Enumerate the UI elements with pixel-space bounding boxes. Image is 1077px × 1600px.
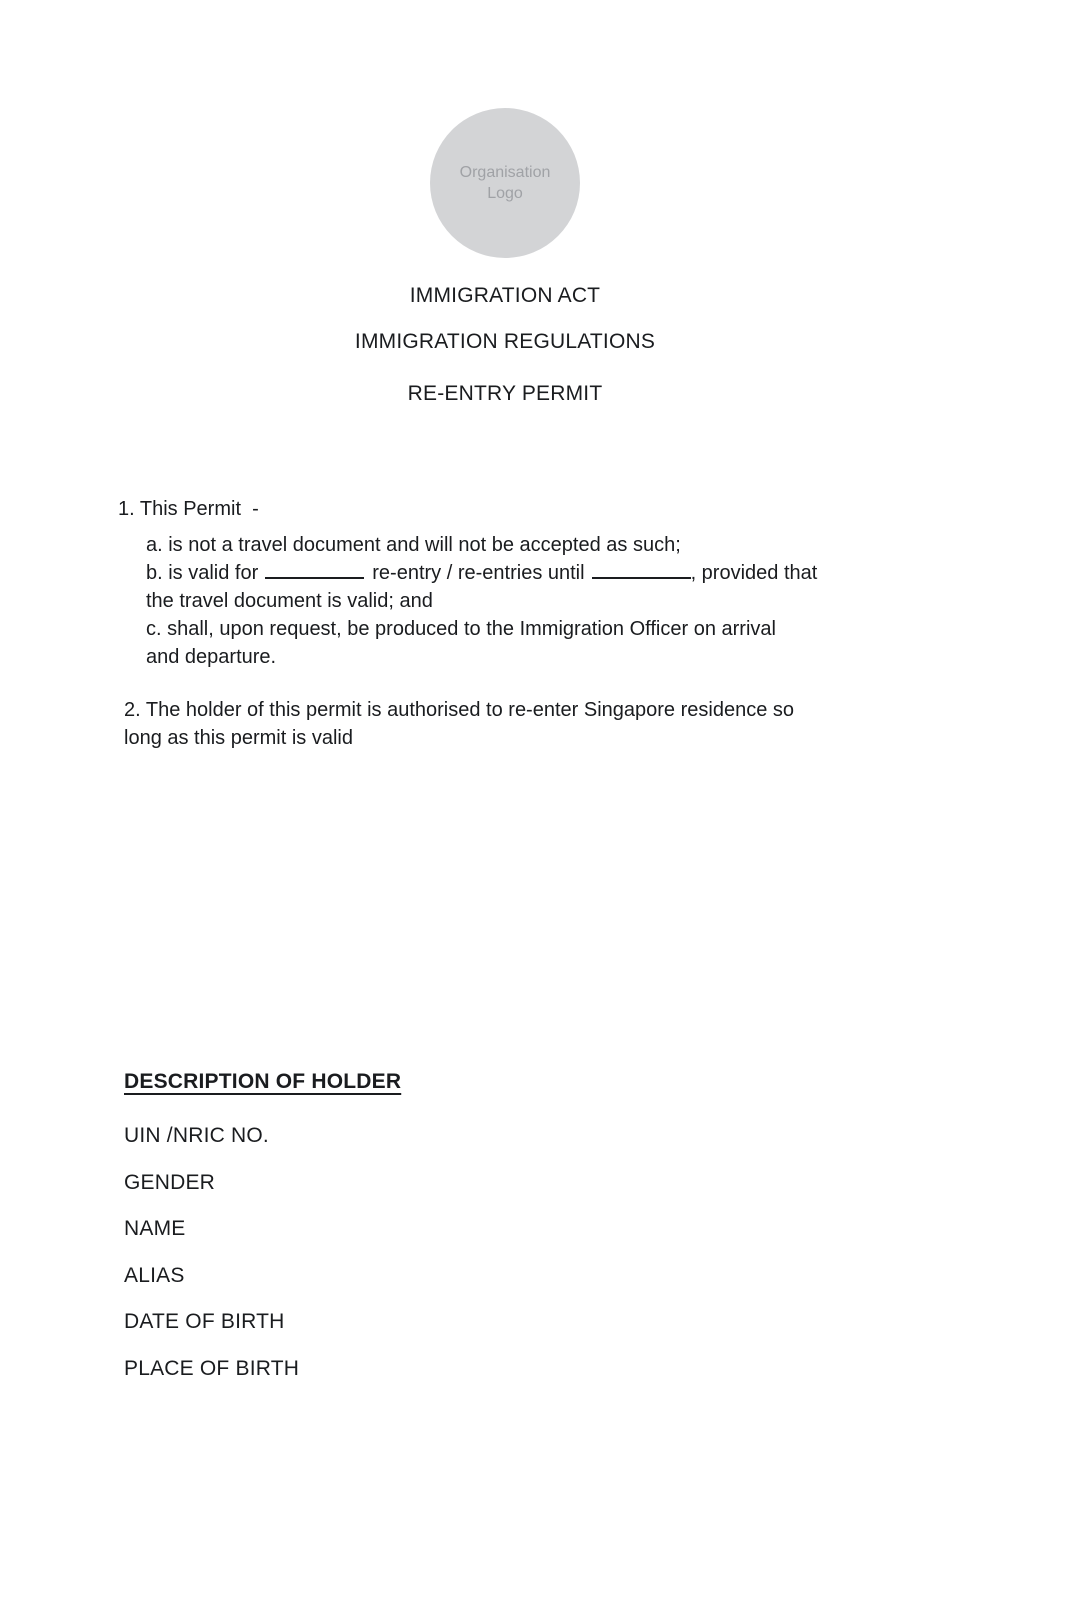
clause-1c-line1: c. shall, upon request, be produced to the Immigration Officer on arrival [146,618,776,640]
blank-line-reentries [265,561,364,579]
logo-text-line1: Organisation [459,164,551,181]
clause-1c-line2: and departure. [146,646,277,668]
label-alias: ALIAS [124,1263,185,1287]
document-header [0,108,1010,408]
clause-1b-text3: , provided that [690,562,818,584]
description-of-holder-section [124,1068,1077,1383]
clause-1a: a. is not a travel document and will not be accepted as such; [146,534,681,556]
blank-line-valid-until-date [592,561,691,579]
clause-1b-line2: the travel document is valid; and [146,590,433,612]
heading-immigration-regulations: IMMIGRATION REGULATIONS [354,330,656,353]
clause-2 [124,696,974,752]
label-gender: GENDER [124,1170,216,1194]
description-of-holder-title: DESCRIPTION OF HOLDER [124,1070,402,1093]
label-name: NAME [124,1217,186,1240]
clause-1b-text1: b. is valid for [146,562,259,584]
clause-2-line2: long as this permit is valid [124,727,353,749]
label-date-of-birth: DATE OF BIRTH [124,1310,285,1333]
heading-immigration-act: IMMIGRATION ACT [409,284,601,307]
organisation-logo-placeholder [430,108,580,258]
label-place-of-birth: PLACE OF BIRTH [124,1356,300,1380]
clause-2-line1: 2. The holder of this permit is authorised to re-enter Singapore residence so [124,699,794,721]
logo-text-line2: Logo [487,185,523,202]
heading-re-entry-permit: RE-ENTRY PERMIT [407,382,603,405]
clause-1-subitems [146,531,976,671]
clause-1-title: 1. This Permit - [118,498,259,520]
clause-1b-line1 [146,559,976,587]
clause-1b-text2: re-entry / re-entries until [372,562,585,584]
label-uin-nric-no: UIN /NRIC NO. [124,1124,269,1147]
